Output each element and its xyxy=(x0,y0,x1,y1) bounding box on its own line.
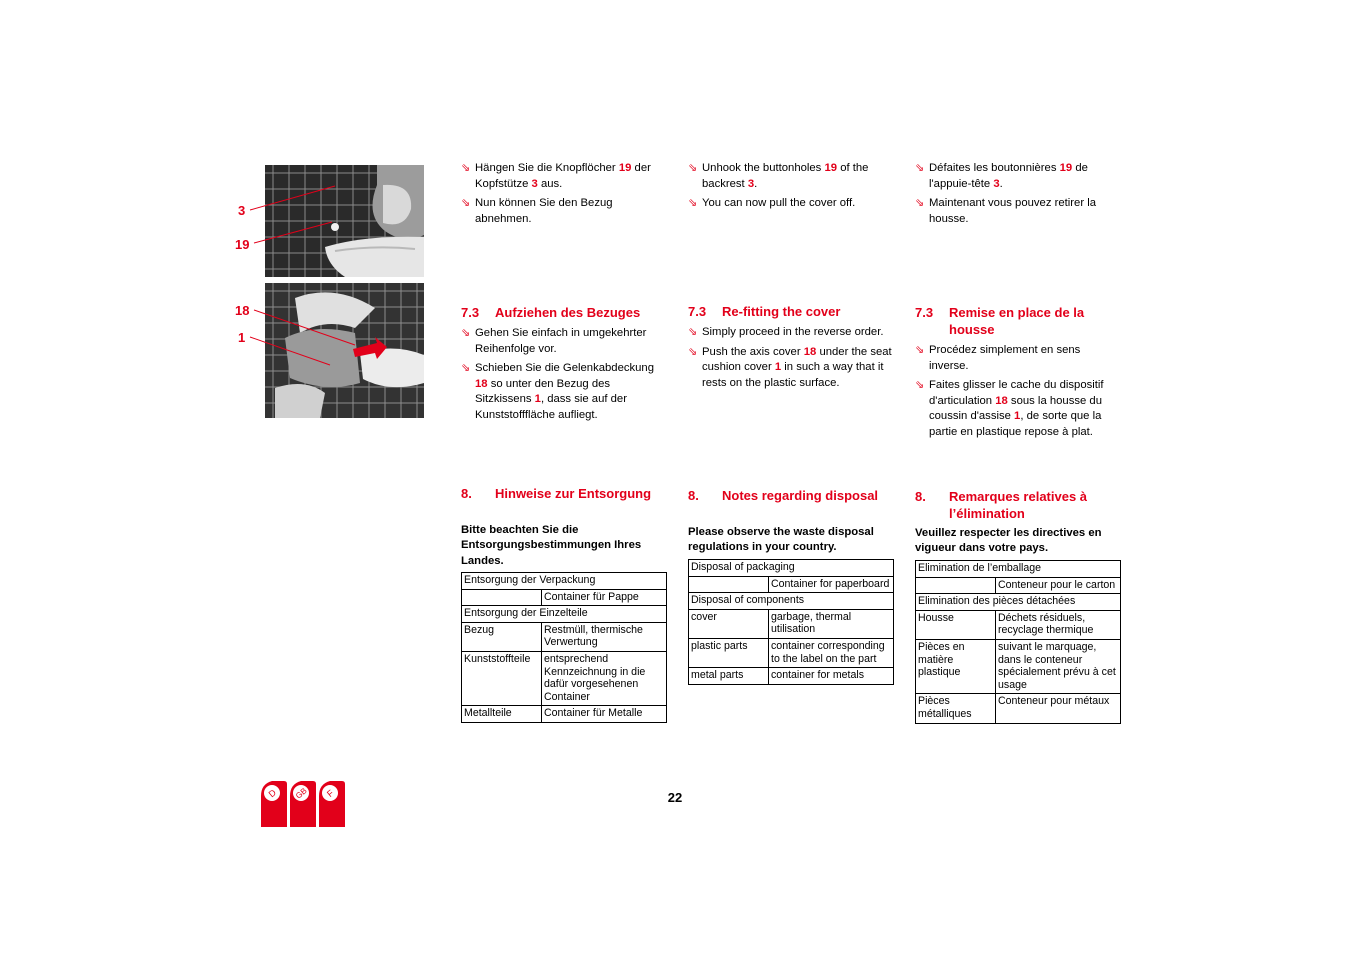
language-tab-label: GB xyxy=(294,786,309,801)
step-text: Gehen Sie einfach in umgekehrter Reihenfolge vor. xyxy=(475,327,647,355)
part-number-ref: 19 xyxy=(824,162,838,174)
gb-disposal-note: Please observe the waste disposal regulations in your country. xyxy=(688,526,874,554)
language-tab-gb xyxy=(290,781,316,827)
language-tab-label: D xyxy=(266,787,279,800)
headrest-photo-illustration xyxy=(265,165,424,277)
step-text: Push the axis cover xyxy=(702,345,804,358)
part-number-ref: 19 xyxy=(618,162,632,174)
fr-refit-heading: 7.3 Remise en place de la housse xyxy=(915,305,1085,337)
part-number-ref: 3 xyxy=(747,177,755,190)
table-cell: Conteneur pour le carton xyxy=(996,577,1121,594)
de-refit-heading: 7.3 Aufziehen des Bezuges xyxy=(461,305,641,320)
step-text: sous la housse du coussin d'assise xyxy=(929,394,1103,423)
table-row: Pièces métalliques Conteneur pour métaux xyxy=(916,694,1121,723)
step-text: . xyxy=(754,177,758,190)
table-row: metal parts container for metals xyxy=(689,668,894,685)
step-text: der Kopfstütze xyxy=(475,162,651,190)
arrow-right-icon: ⇘ xyxy=(688,345,698,358)
arrow-right-icon: ⇘ xyxy=(461,162,471,174)
language-tabs xyxy=(260,780,348,828)
table-cell: Container für Pappe xyxy=(542,589,667,606)
step-text: Défaites les boutonnières xyxy=(929,162,1060,174)
fr-disposal-note: Veuillez respecter les directives en vigueur dans votre pays. xyxy=(915,527,1102,555)
axis-cover-photo xyxy=(265,283,424,418)
step-text: , de sorte que la partie en plastique repose à plat. xyxy=(929,410,1102,438)
fr-disposal-table xyxy=(915,560,1121,724)
fr-refit-steps xyxy=(915,343,1121,445)
gb-refit-heading: 7.3 Re-fitting the cover xyxy=(688,304,841,319)
step-text: under the seat cushion cover xyxy=(702,345,892,374)
step-text: de l'appuie-tête xyxy=(929,162,1088,190)
step-text: Unhook the buttonholes xyxy=(702,162,825,174)
step-text: Nun können Sie den Bezug abnehmen. xyxy=(475,197,613,225)
table-row: cover garbage, thermal utilisation xyxy=(689,609,894,638)
gb-unhook-step-2 xyxy=(688,196,894,212)
de-unhook-steps xyxy=(461,161,667,231)
table-row: Metallteile Container für Metalle xyxy=(462,706,667,723)
fr-unhook-step-1 xyxy=(915,161,1121,192)
table-row: Housse Déchets résiduels, recyclage thermique xyxy=(916,610,1121,639)
table-section-title: Entsorgung der Verpackung xyxy=(462,573,667,590)
step-text: , dass sie auf der Kunststofffläche aufliegt. xyxy=(475,393,627,421)
fr-unhook-steps xyxy=(915,161,1121,231)
arrow-right-icon: ⇘ xyxy=(688,326,698,338)
step-text: Procédez simplement en sens inverse. xyxy=(929,344,1081,372)
step-text: aus. xyxy=(537,177,563,190)
step-text: so unter den Bezug des Sitzkissens xyxy=(475,377,611,406)
step-text: Maintenant vous pouvez retirer la housse. xyxy=(929,197,1097,225)
arrow-right-icon: ⇘ xyxy=(915,344,925,356)
callout-1: 1 xyxy=(238,330,246,345)
table-row: Kunststoffteile entsprechend Kennzeichnung in die dafür vorgesehenen Container xyxy=(462,651,667,705)
step-text: Hängen Sie die Knopflöcher xyxy=(475,162,619,174)
table-row: Bezug Restmüll, thermische Verwertung xyxy=(462,622,667,651)
part-number-ref: 1 xyxy=(534,393,541,406)
gb-disposal-heading: 8. Notes regarding disposal xyxy=(688,488,879,503)
de-disposal-heading: 8. Hinweise zur Entsorgung xyxy=(461,486,652,501)
part-number-ref: 18 xyxy=(995,394,1008,407)
table-row: Pièces en matière plastique suivant le marquage, dans le conteneur spécialement prévu à cet usage xyxy=(916,639,1121,693)
part-number-ref: 19 xyxy=(1059,162,1073,174)
arrow-right-icon: ⇘ xyxy=(461,197,471,210)
arrow-right-icon: ⇘ xyxy=(461,327,471,339)
gb-unhook-steps xyxy=(688,161,894,216)
axis-cover-photo-illustration xyxy=(265,283,424,418)
arrow-right-icon: ⇘ xyxy=(915,162,925,174)
headrest-unhook-photo xyxy=(265,165,424,277)
gb-disposal-table xyxy=(688,559,894,685)
de-refit-steps xyxy=(461,326,667,428)
table-section-title: Disposal of packaging xyxy=(689,560,894,577)
language-tab-label: F xyxy=(325,787,336,799)
table-cell: Container for paperboard xyxy=(769,576,894,593)
part-number-ref: 1 xyxy=(1014,410,1021,423)
table-row: plastic parts container corresponding to the label on the part xyxy=(689,638,894,667)
de-disposal-table xyxy=(461,572,667,723)
callout-19: 19 xyxy=(235,237,250,252)
step-text: You can now pull the cover off. xyxy=(702,197,856,210)
step-text: . xyxy=(999,177,1003,190)
table-section-title: Entsorgung der Einzelteile xyxy=(462,606,667,623)
part-number-ref: 1 xyxy=(774,361,782,374)
callout-3: 3 xyxy=(238,203,246,218)
de-refit-step-2 xyxy=(461,361,667,423)
de-disposal-note: Bitte beachten Sie die Entsorgungsbestimmungen Ihres Landes. xyxy=(461,524,642,567)
fr-refit-step-2 xyxy=(915,378,1121,440)
arrow-right-icon: ⇘ xyxy=(688,162,698,174)
part-number-ref: 18 xyxy=(475,377,488,390)
fr-unhook-step-2 xyxy=(915,196,1121,227)
arrow-right-icon: ⇘ xyxy=(461,362,471,375)
part-number-ref: 3 xyxy=(993,177,1000,190)
gb-unhook-step-1 xyxy=(688,161,894,192)
fr-refit-step-1 xyxy=(915,343,1121,374)
arrow-right-icon: ⇘ xyxy=(915,197,925,210)
step-text: Schieben Sie die Gelenkabdeckung xyxy=(475,362,654,375)
gb-refit-step-1 xyxy=(688,325,894,341)
gb-refit-step-2 xyxy=(688,345,894,392)
arrow-right-icon: ⇘ xyxy=(688,197,698,210)
step-text: of the backrest xyxy=(702,162,869,190)
step-text: Simply proceed in the reverse order. xyxy=(702,326,884,338)
step-text: in such a way that it rests on the plastic surface. xyxy=(702,361,884,389)
language-tab-d xyxy=(261,781,287,827)
callout-18: 18 xyxy=(235,303,250,318)
de-unhook-step-1 xyxy=(461,161,667,192)
table-section-title: Disposal of components xyxy=(689,593,894,610)
de-unhook-step-2 xyxy=(461,196,667,227)
table-section-title: Elimination des pièces détachées xyxy=(916,594,1121,611)
arrow-right-icon: ⇘ xyxy=(915,379,925,392)
de-refit-step-1 xyxy=(461,326,667,357)
table-section-title: Elimination de l’emballage xyxy=(916,561,1121,578)
part-number-ref: 3 xyxy=(531,177,538,190)
step-text: Faites glisser le cache du dispositif d'articulation xyxy=(929,379,1104,407)
part-number-ref: 18 xyxy=(803,345,817,358)
page-number: 22 xyxy=(667,790,683,805)
gb-refit-steps xyxy=(688,325,894,395)
fr-disposal-heading: 8. Remarques relatives à l’élimination xyxy=(915,489,1088,521)
language-tab-f xyxy=(319,781,345,827)
